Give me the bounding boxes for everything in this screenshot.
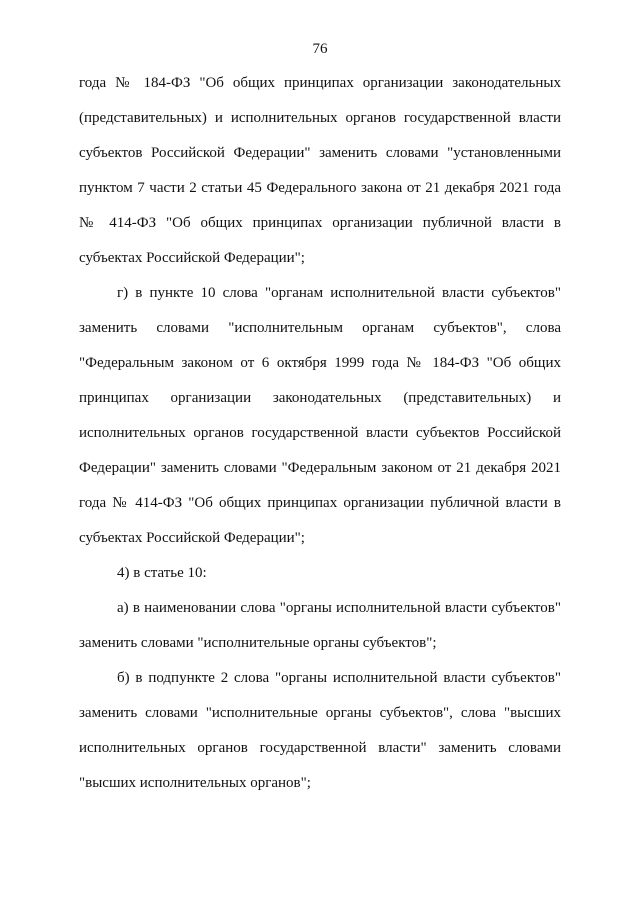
text-line: б) в подпункте 2 слова "органы исполнительной власти субъектов": [117, 670, 561, 686]
text-line: пунктом 7 части 2 статьи 45 Федерального закона от 21 декабря 2021 года: [79, 180, 561, 196]
document-body: [79, 72, 561, 807]
text-line: субъектах Российской Федерации";: [79, 530, 305, 546]
text-line: Федерации" заменить словами "Федеральным законом от 21 декабря 2021: [79, 460, 561, 476]
text-line: года № 414-ФЗ "Об общих принципах организации публичной власти в: [79, 495, 561, 511]
text-line: заменить словами "исполнительные органы субъектов";: [79, 635, 437, 651]
text-line: "высших исполнительных органов";: [79, 775, 311, 791]
text-line: субъектов Российской Федерации" заменить словами "установленными: [79, 145, 561, 161]
text-line: принципах организации законодательных (представительных) и: [79, 390, 561, 406]
text-line: "Федеральным законом от 6 октября 1999 года № 184-ФЗ "Об общих: [79, 355, 561, 371]
text-line: исполнительных органов государственной власти субъектов Российской: [79, 425, 561, 441]
text-line: № 414-ФЗ "Об общих принципах организации публичной власти в: [79, 215, 561, 231]
text-line: заменить словами "исполнительные органы субъектов", слова "высших: [79, 705, 561, 721]
text-line: года № 184-ФЗ "Об общих принципах организации законодательных: [79, 75, 561, 91]
page-number: 76: [312, 41, 328, 57]
text-line: субъектах Российской Федерации";: [79, 250, 305, 266]
text-line: (представительных) и исполнительных органов государственной власти: [79, 110, 561, 126]
text-line: г) в пункте 10 слова "органам исполнительной власти субъектов": [117, 285, 561, 301]
text-line: исполнительных органов государственной власти" заменить словами: [79, 740, 561, 756]
text-line: заменить словами "исполнительным органам субъектов", слова: [79, 320, 561, 336]
text-line: а) в наименовании слова "органы исполнительной власти субъектов": [117, 600, 561, 616]
text-line: 4) в статье 10:: [117, 565, 207, 581]
